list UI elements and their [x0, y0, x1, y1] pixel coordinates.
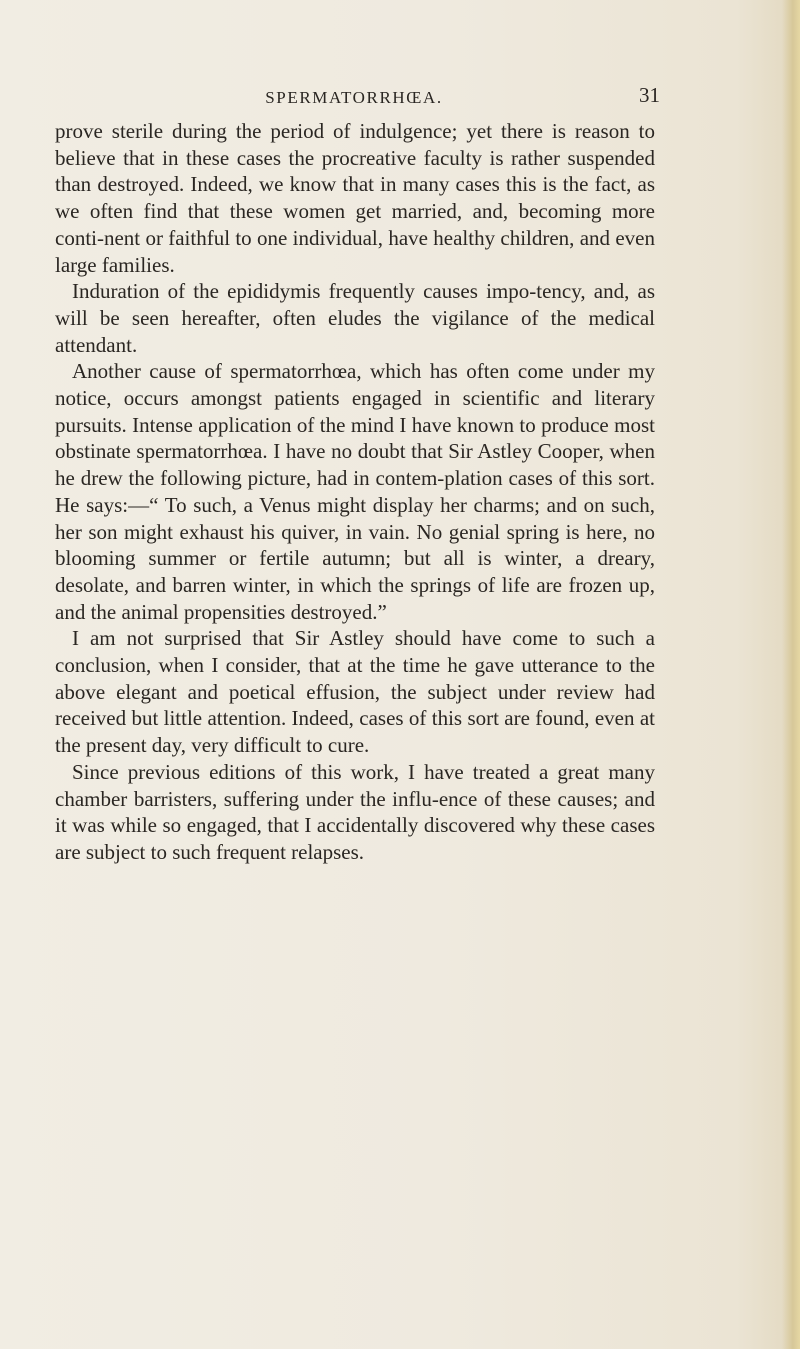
- paragraph-another-cause: Another cause of spermatorrhœa, which has often come under my notice, occurs amongst patients engaged in scientific and literary pursuits. Intense application of the mind I have known to produce most obstinate spermatorrhœa. I have no doubt that Sir Astley Cooper, when he drew the following picture, had in contem-plation cases of this sort. He says:—“ To such, a Venus might display her charms; and on such, her son might exhaust his quiver, in vain. No genial spring is here, no blooming summer or fertile autumn; but all is winter, a dreary, desolate, and barren winter, in which the springs of life are frozen up, and the animal propensities destroyed.”: [55, 359, 655, 624]
- paragraph-sterility: prove sterile during the period of indulgence; yet there is reason to believe that in these cases the procreative faculty is rather suspended than destroyed. Indeed, we know that in many cases this is the fact, as we often find that these women get married, and, becoming more conti-nent or faithful to one individual, have healthy children, and even large families.: [55, 119, 655, 277]
- page-number: 31: [639, 83, 660, 107]
- running-head: [60, 83, 660, 110]
- running-title: SPERMATORRHŒA.: [265, 88, 443, 107]
- paragraph-previous-editions: Since previous editions of this work, I have treated a great many chamber barristers, suffering under the influ-ence of these causes; and it was while so engaged, that I accidentally discovered why these cases are subject to such frequent relapses.: [55, 759, 655, 864]
- page-edge-shadow: [782, 0, 800, 1349]
- body-text: [55, 118, 655, 866]
- paragraph-induration: Induration of the epididymis frequently causes impo-tency, and, as will be seen hereafter, often eludes the vigilance of the medical attendant.: [55, 279, 655, 357]
- paragraph-sir-astley: I am not surprised that Sir Astley should have come to such a conclusion, when I consider, that at the time he gave utterance to the above elegant and poetical effusion, the subject under review had received but little attention. Indeed, cases of this sort are found, even at the present day, very difficult to cure.: [55, 626, 655, 758]
